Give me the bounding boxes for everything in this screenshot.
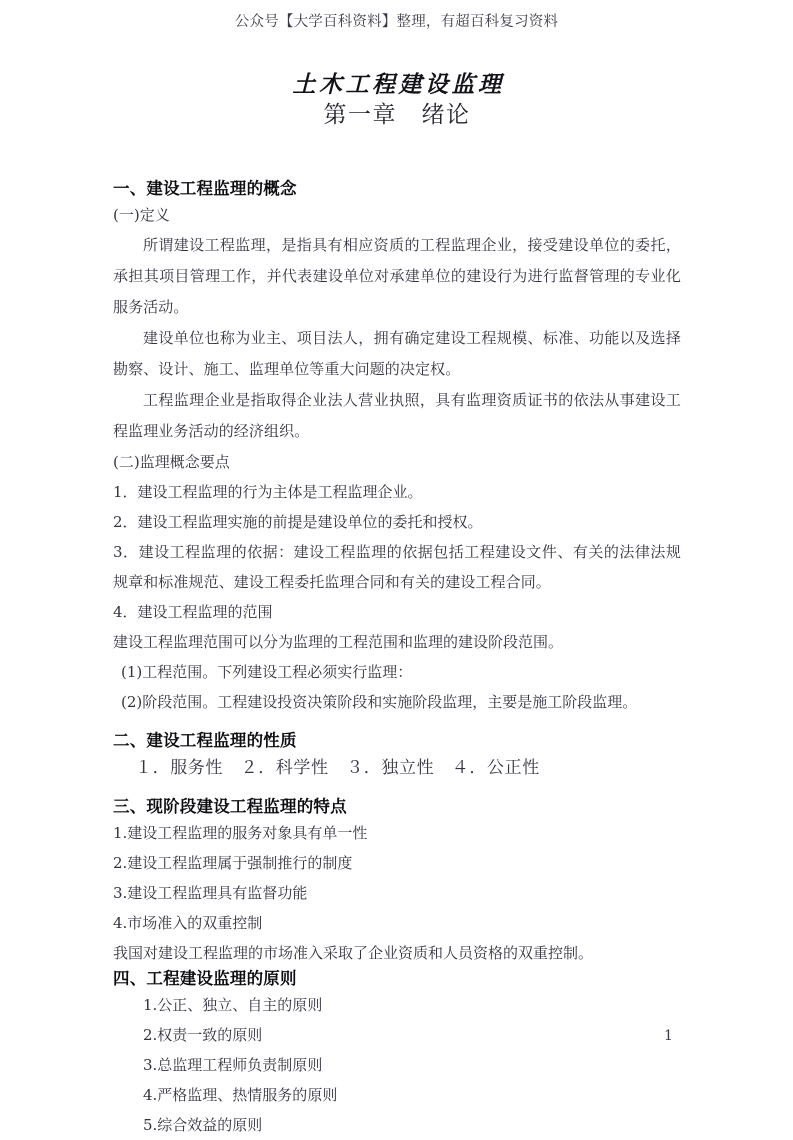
document-title: 土木工程建设监理 bbox=[292, 71, 505, 98]
section-heading-3: 三、现阶段建设工程监理的特点 bbox=[113, 796, 347, 816]
principle-2: 2.权责一致的原则 bbox=[143, 1026, 263, 1045]
key-point-2: 2．建设工程监理实施的前提是建设单位的委托和授权。 bbox=[113, 513, 483, 532]
paragraph-enterprise-definition: 工程监理企业是指取得企业法人营业执照，具有监理资质证书的依法从事建设工程监理业务活动的经济组织。 bbox=[113, 391, 681, 441]
feature-3: 3.建设工程监理具有监督功能 bbox=[113, 883, 308, 902]
section-heading-1: 一、建设工程监理的概念 bbox=[113, 179, 297, 199]
principle-5: 5.综合效益的原则 bbox=[143, 1116, 263, 1135]
key-point-3: 3．建设工程监理的依据：建设工程监理的依据包括工程建设文件、有关的法律法规规章和标准规范、建设工程委托监理合同和有关的建设工程合同。 bbox=[113, 543, 681, 592]
section-heading-2: 二、建设工程监理的性质 bbox=[113, 731, 297, 751]
feature-1: 1.建设工程监理的服务对象具有单一性 bbox=[113, 823, 368, 842]
section-heading-4: 四、工程建设监理的原则 bbox=[113, 968, 297, 988]
key-point-4-sub-1: (1)工程范围。下列建设工程必须实行监理： bbox=[121, 663, 413, 682]
key-point-4-sub-2: (2)阶段范围。工程建设投资决策阶段和实施阶段监理，主要是施工阶段监理。 bbox=[121, 693, 638, 712]
paragraph-supervision-definition: 所谓建设工程监理，是指具有相应资质的工程监理企业，接受建设单位的委托，承担其项目管理工作，并代表建设单位对承建单位的建设行为进行监督管理的专业化服务活动。 bbox=[113, 236, 681, 317]
feature-4-body: 我国对建设工程监理的市场准入采取了企业资质和人员资格的双重控制。 bbox=[113, 943, 594, 962]
page-number: 1 bbox=[664, 1028, 673, 1044]
key-point-4: 4．建设工程监理的范围 bbox=[113, 603, 273, 622]
page-header-watermark: 公众号【大学百科资料】整理，有超百科复习资料 bbox=[234, 14, 559, 30]
document-content bbox=[113, 0, 681, 1140]
feature-2: 2.建设工程监理属于强制推行的制度 bbox=[113, 853, 353, 872]
subsection-label-definition: (一)定义 bbox=[113, 206, 170, 225]
key-point-1: 1．建设工程监理的行为主体是工程监理企业。 bbox=[113, 483, 423, 502]
principle-3: 3.总监理工程师负责制原则 bbox=[143, 1056, 323, 1075]
principle-1: 1.公正、独立、自主的原则 bbox=[143, 996, 323, 1015]
chapter-title: 第一章 绪论 bbox=[323, 102, 471, 129]
subsection-label-key-points: (二)监理概念要点 bbox=[113, 453, 230, 472]
paragraph-owner-definition: 建设单位也称为业主、项目法人，拥有确定建设工程规模、标准、功能以及选择勘察、设计、施工、监理单位等重大问题的决定权。 bbox=[113, 329, 681, 379]
supervision-natures-list: １．服务性 ２．科学性 ３．独立性 ４．公正性 bbox=[135, 757, 540, 778]
principle-4: 4.严格监理、热情服务的原则 bbox=[143, 1086, 338, 1105]
feature-4: 4.市场准入的双重控制 bbox=[113, 913, 263, 932]
key-point-4-body: 建设工程监理范围可以分为监理的工程范围和监理的建设阶段范围。 bbox=[113, 633, 564, 652]
